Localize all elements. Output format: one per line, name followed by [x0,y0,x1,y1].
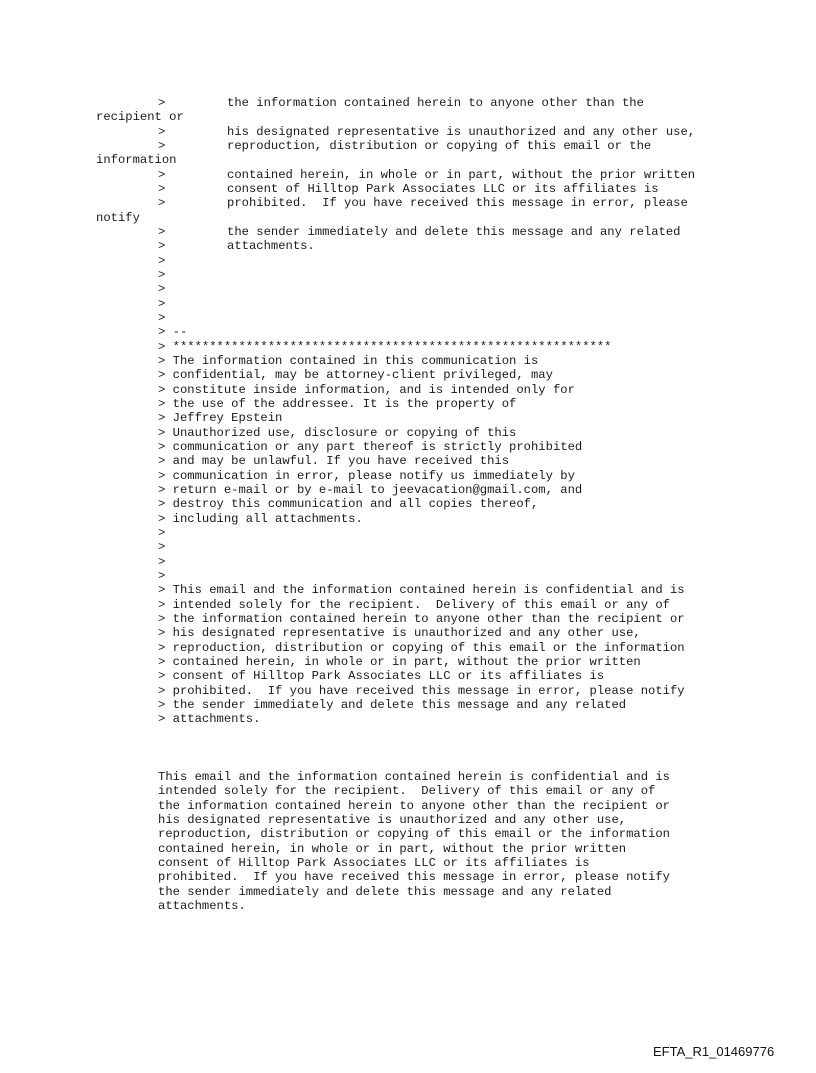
text-line: > This email and the information contained herein is confidential and is [158,583,685,597]
text-line: > -- [158,325,188,339]
quote-marker: > [158,239,166,253]
text-line: > Jeffrey Epstein [158,411,283,425]
document-id: EFTA_R1_01469776 [653,1044,775,1059]
text-line: the sender immediately and delete this message and any related [227,225,681,239]
text-line: > constitute inside information, and is intended only for [158,383,575,397]
text-line: contained herein, in whole or in part, without the prior written [227,168,696,182]
text-line: intended solely for the recipient. Delivery of this email or any of [158,784,656,798]
text-line: > [158,569,166,583]
text-line: > attachments. [158,712,261,726]
text-line: the information contained herein to anyone other than the recipient or [158,799,670,813]
text-line: reproduction, distribution or copying of this email or the information [158,827,670,841]
text-line: notify [96,211,140,225]
text-line: the sender immediately and delete this message and any related [158,885,612,899]
text-line: attachments. [158,899,246,913]
text-line: > and may be unlawful. If you have received this [158,454,510,468]
text-line: > prohibited. If you have received this message in error, please notify [158,684,685,698]
text-line: > including all attachments. [158,512,363,526]
quote-marker: > [158,125,166,139]
text-line: > [158,555,166,569]
quote-marker: > [158,297,166,311]
quote-marker: > [158,282,166,296]
text-line: This email and the information contained herein is confidential and is [158,770,670,784]
quote-marker: > [158,96,166,110]
text-line: prohibited. If you have received this message in error, please notify [158,870,670,884]
text-line: recipient or [96,110,184,124]
quote-marker: > [158,196,166,210]
quote-marker: > [158,254,166,268]
quote-marker: > [158,168,166,182]
text-line: reproduction, distribution or copying of this email or the [227,139,652,153]
text-line: > contained herein, in whole or in part, without the prior written [158,655,641,669]
text-line: > [158,540,166,554]
text-line: > Unauthorized use, disclosure or copying of this [158,426,517,440]
quote-marker: > [158,139,166,153]
text-line: > return e-mail or by e-mail to jeevacation@gmail.com, and [158,483,583,497]
text-line: contained herein, in whole or in part, without the prior written [158,842,627,856]
text-line: his designated representative is unauthorized and any other use, [227,125,696,139]
text-line: > intended solely for the recipient. Delivery of this email or any of [158,598,670,612]
quote-marker: > [158,182,166,196]
quote-marker: > [158,225,166,239]
text-line: > The information contained in this communication is [158,354,539,368]
text-line: attachments. [227,239,315,253]
text-line: > reproduction, distribution or copying of this email or the information [158,641,685,655]
text-line: > destroy this communication and all copies thereof, [158,497,539,511]
text-line: prohibited. If you have received this message in error, please [227,196,688,210]
text-line: > communication in error, please notify us immediately by [158,469,575,483]
quote-marker: > [158,311,166,325]
text-line: > confidential, may be attorney-client privileged, may [158,368,553,382]
text-line: > ************************************************************ [158,340,612,354]
text-line: his designated representative is unauthorized and any other use, [158,813,627,827]
text-line: > his designated representative is unauthorized and any other use, [158,626,641,640]
text-line: > consent of Hilltop Park Associates LLC or its affiliates is [158,669,605,683]
text-line: > [158,526,166,540]
text-line: the information contained herein to anyone other than the [227,96,644,110]
text-line: > the information contained herein to anyone other than the recipient or [158,612,685,626]
text-line: information [96,153,177,167]
text-line: > the use of the addressee. It is the property of [158,397,517,411]
text-line: consent of Hilltop Park Associates LLC or its affiliates is [227,182,659,196]
text-line: > the sender immediately and delete this message and any related [158,698,627,712]
text-line: consent of Hilltop Park Associates LLC or its affiliates is [158,856,590,870]
text-line: > communication or any part thereof is strictly prohibited [158,440,583,454]
quote-marker: > [158,268,166,282]
